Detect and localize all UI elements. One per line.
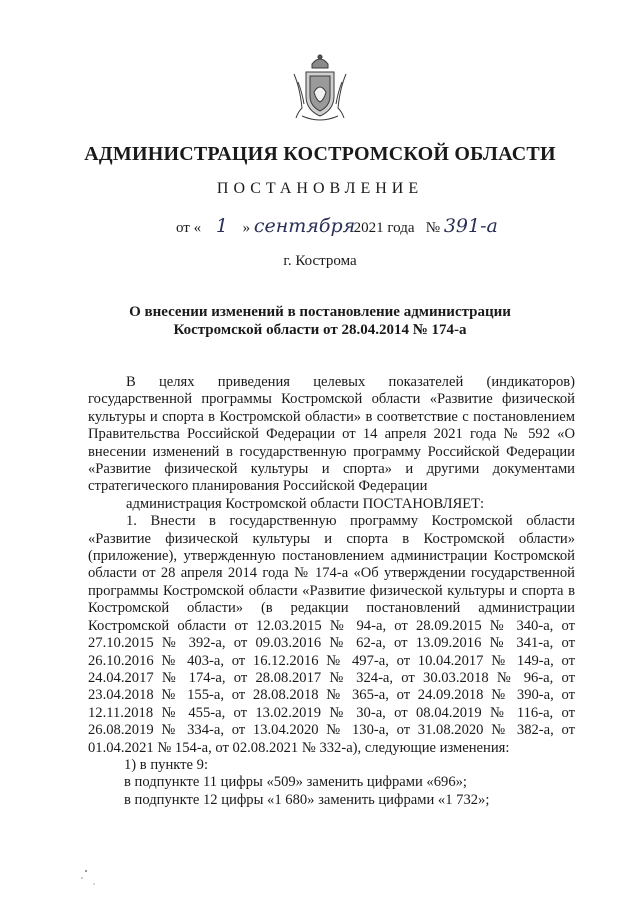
resolution-paragraph: администрация Костромской области ПОСТАНОВЛЯЕТ: — [126, 495, 485, 512]
sub-item-1b: в подпункте 12 цифры «1 680» заменить цифрами «1 732»; — [124, 791, 490, 808]
sub-item-1: 1) в пункте 9: — [124, 756, 209, 773]
subject-line-2: Костромской области от 28.04.2014 № 174-а — [173, 322, 467, 338]
date-close-quote: » — [242, 220, 251, 236]
sub-item-1a: в подпункте 11 цифры «509» заменить цифрами «696»; — [124, 774, 467, 791]
city: г. Кострома — [283, 253, 357, 269]
document-number-handwritten: 391-а — [443, 215, 498, 237]
document-type: ПОСТАНОВЛЕНИЕ — [216, 180, 424, 197]
item-1-paragraph: 1. Внести в государственную программу Костромской области «Развитие физической культуры и спорта в Костромской области» (приложение), утвержденную постановлением администрации Костромской области от 28 апреля 2014 года № 174-а «Об утверждении государственной программы Костромской области «Развитие физической культуры и спорта в Костромской области» (в редакции постановлений администрации Костромской области от 12.03.2015 № 94-а, от 28.09.2015 № 340-а, от 27.10.2015 № 392-а, от 09.03.2016 № 62-а, от 13.09.2016 № 341-а, от 26.10.2016 № 403-а, от 16.12.2016 № 497-а, от 10.04.2017 № 149-а, от 24.04.2017 № 174-а, от 28.08.2017 № 324-а, от 30.03.2018 № 96-а, от 23.04.2018 № 155-а, от 28.08.2018 № 365-а, от 24.09.2018 № 390-а, от 12.11.2018 № 455-а, от 13.02.2019 № 30-а, от 08.04.2019 № 116-а, от 26.08.2019 № 334-а, от 13.04.2020 № 130-а, от 31.08.2020 № 382-а, от 01.04.2021 № 154-а, от 02.08.2021 № 332-а), следующие изменения: — [88, 513, 575, 756]
preamble-paragraph: В целях приведения целевых показателей (индикаторов) государственной программы Костромской области «Развитие физической культуры и спорта в Костромской области» в соответствие с постановлением Правительства Российской Федерации от 14 апреля 2021 года № 592 «О внесении изменений в государственную программу Российской Федерации «Развитие физической культуры и спорта» и другими документами стратегического планирования Российской Федерации — [88, 374, 575, 495]
number-sign: № — [425, 220, 441, 236]
date-month-handwritten: сентября — [253, 215, 356, 237]
date-prefix: от « — [176, 220, 202, 236]
subject-line-1: О внесении изменений в постановление администрации — [129, 304, 511, 320]
organization-title: АДМИНИСТРАЦИЯ КОСТРОМСКОЙ ОБЛАСТИ — [84, 143, 556, 165]
date-day-handwritten: 1 — [215, 215, 228, 237]
date-year: 2021 года — [353, 220, 415, 236]
